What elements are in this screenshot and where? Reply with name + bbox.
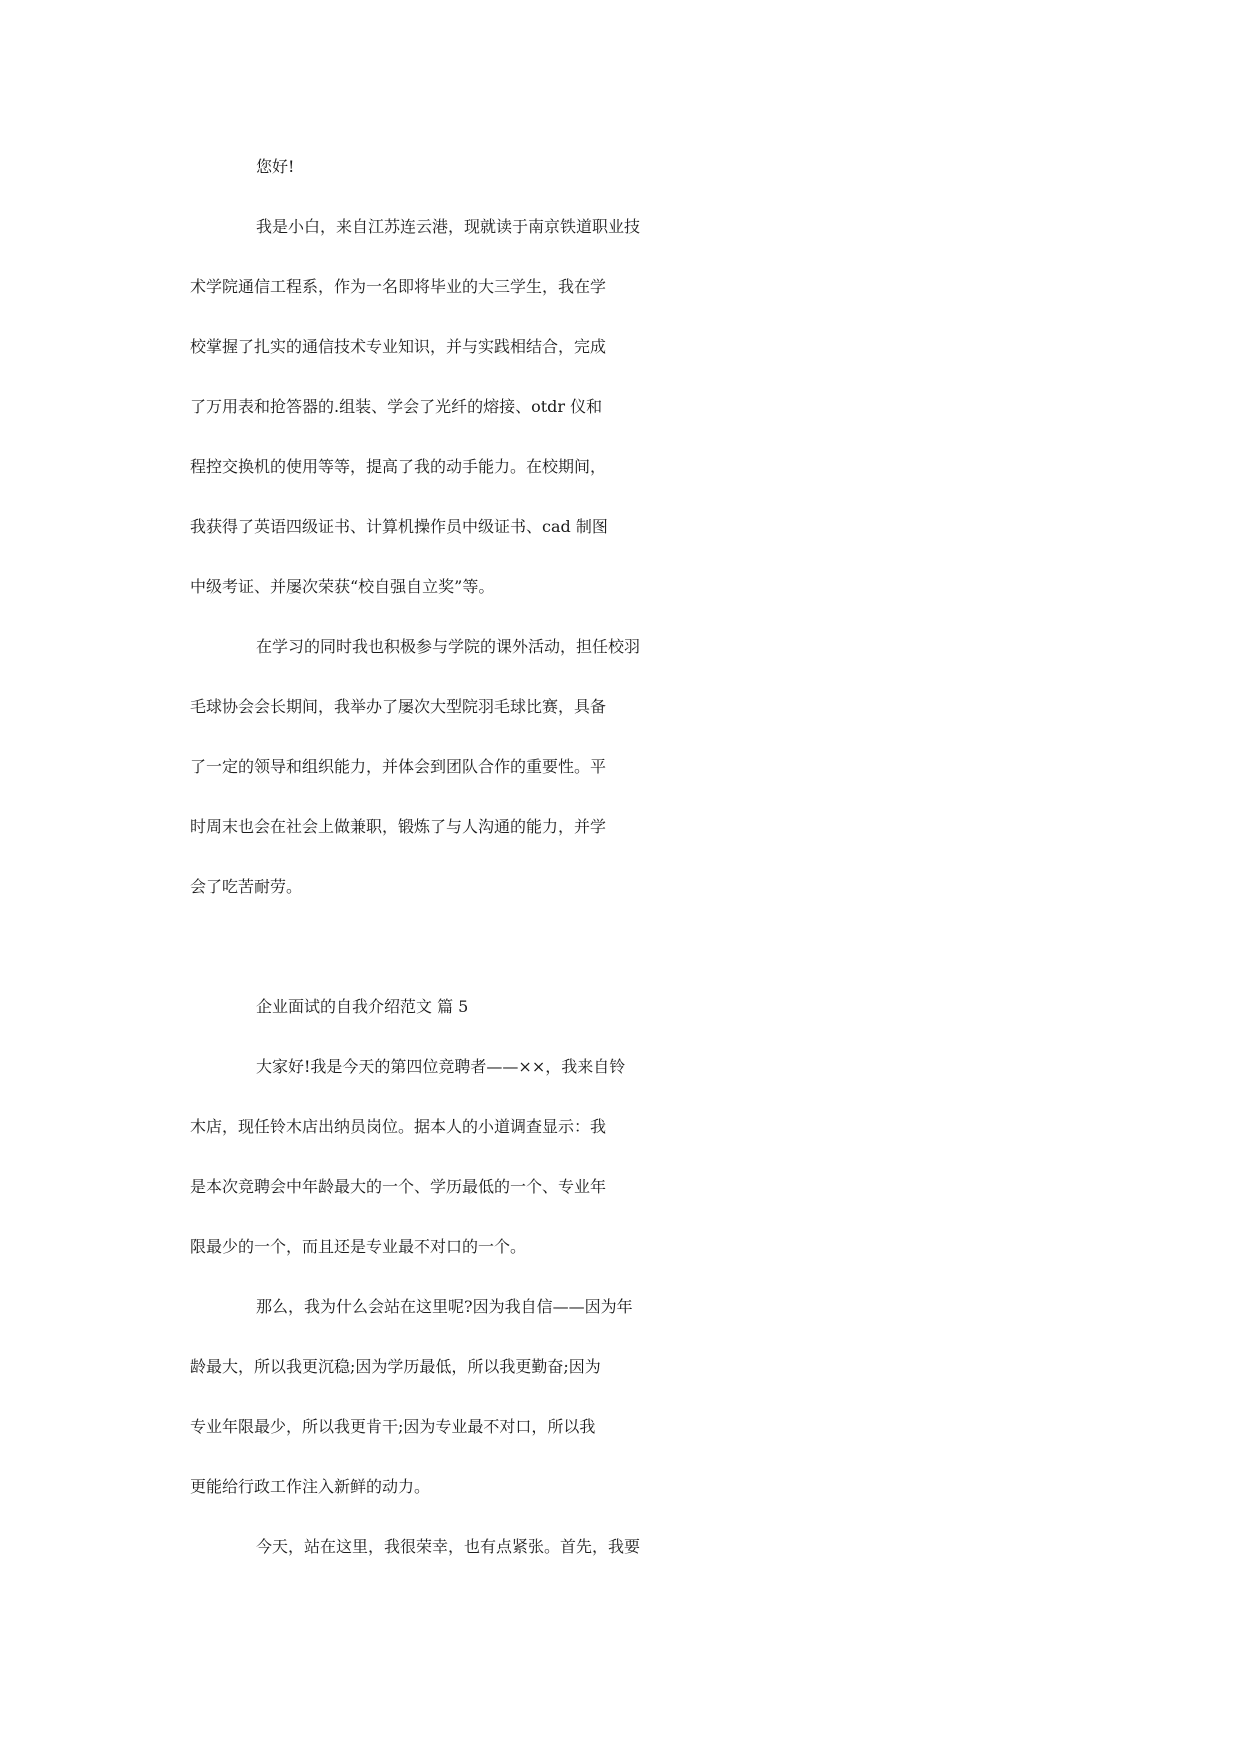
text-line: 木店，现任铃木店出纳员岗位。据本人的小道调查显示：我: [190, 1117, 607, 1136]
text-line: 中级考证、并屡次荣获“校自强自立奖”等。: [190, 577, 495, 596]
text-line: 程控交换机的使用等等，提高了我的动手能力。在校期间，: [190, 457, 607, 476]
text-line: 更能给行政工作注入新鲜的动力。: [190, 1477, 431, 1496]
text-line: 龄最大，所以我更沉稳;因为学历最低，所以我更勤奋;因为: [190, 1357, 601, 1376]
text-line: 毛球协会会长期间，我举办了屡次大型院羽毛球比赛，具备: [190, 697, 607, 716]
text-line: 会了吃苦耐劳。: [190, 877, 303, 896]
section-title: 企业面试的自我介绍范文 篇 5: [256, 997, 469, 1016]
text-line: 校掌握了扎实的通信技术专业知识，并与实践相结合，完成: [190, 337, 607, 356]
text-line: 今天，站在这里，我很荣幸，也有点紧张。首先，我要: [256, 1537, 641, 1556]
text-line: 时周末也会在社会上做兼职，锻炼了与人沟通的能力，并学: [190, 817, 607, 836]
section-sample-5: [190, 994, 1050, 1594]
text-line: 那么，我为什么会站在这里呢?因为我自信——因为年: [256, 1297, 633, 1316]
text-line: 您好!: [256, 157, 295, 176]
text-line: 专业年限最少，所以我更肯干;因为专业最不对口，所以我: [190, 1417, 596, 1436]
text-line: 在学习的同时我也积极参与学院的课外活动，担任校羽: [256, 637, 641, 656]
text-line: 我获得了英语四级证书、计算机操作员中级证书、cad 制图: [190, 517, 608, 536]
text-line: 是本次竞聘会中年龄最大的一个、学历最低的一个、专业年: [190, 1177, 607, 1196]
text-line: 限最少的一个，而且还是专业最不对口的一个。: [190, 1237, 527, 1256]
section-intro-letter: [190, 154, 1050, 934]
text-line: 术学院通信工程系，作为一名即将毕业的大三学生，我在学: [190, 277, 607, 296]
text-line: 大家好!我是今天的第四位竞聘者——××，我来自铃: [256, 1057, 626, 1076]
text-line: 了一定的领导和组织能力，并体会到团队合作的重要性。平: [190, 757, 607, 776]
document-body: [190, 154, 1050, 1594]
text-line: 了万用表和抢答器的.组装、学会了光纤的熔接、otdr 仪和: [190, 397, 603, 416]
text-line: 我是小白，来自江苏连云港，现就读于南京铁道职业技: [256, 217, 641, 236]
